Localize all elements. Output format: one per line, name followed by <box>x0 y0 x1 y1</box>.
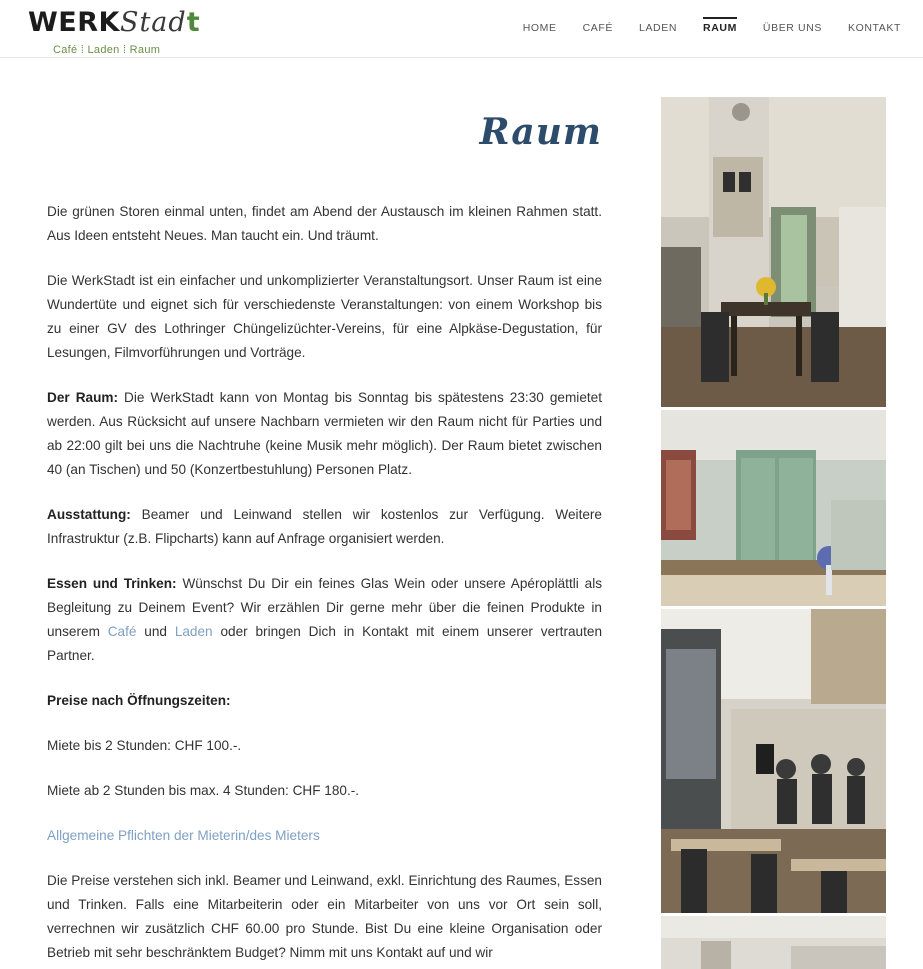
price-line-1: Miete bis 2 Stunden: CHF 100.-. <box>47 738 242 753</box>
page-title: Raum <box>479 111 602 153</box>
intro-paragraph: Die grünen Storen einmal unten, findet am Abend der Austausch im kleinen Rahmen statt. Aus Ideen entsteht Neues. Man taucht ein. Und träumt. <box>47 204 602 243</box>
prices-heading-text: Preise nach Öffnungszeiten: <box>47 693 231 708</box>
laden-link[interactable]: Laden <box>174 624 213 639</box>
venue-paragraph: Die WerkStadt ist ein einfacher und unkomplizierter Veranstaltungsort. Unser Raum ist eine Wundertüte und eignet sich für verschiedenste Veranstaltungen: von einem Workshop bis zu einer GV des Lothringer Chüngelizüchter-Vereins, für eine Alpkäse-Degustation, für Lesungen, Filmvorführungen und Vorträge. <box>47 273 602 360</box>
prices-heading <box>47 689 602 713</box>
logo-word-stadt: Stad <box>119 7 187 38</box>
nav-item-laden[interactable]: LADEN <box>639 22 678 34</box>
photo-concert-image <box>661 609 886 913</box>
photo-interior-pillar[interactable] <box>661 97 886 407</box>
equipment-label: Ausstattung: <box>47 507 131 522</box>
nav-item-cafe[interactable]: CAFÉ <box>582 22 613 34</box>
photo-green-cabinet-image <box>661 410 886 606</box>
nav-item-ueber-uns[interactable]: ÜBER UNS <box>762 22 822 34</box>
price-line-2: Miete ab 2 Stunden bis max. 4 Stunden: CHF 180.-. <box>47 783 360 798</box>
main-content <box>47 97 602 969</box>
obligations-link[interactable]: Allgemeine Pflichten der Mieterin/des Mieters <box>47 828 320 843</box>
photo-column <box>661 97 886 969</box>
room-text: Die WerkStadt kann von Montag bis Sonntag bis spätestens 23:30 gemietet werden. Aus Rücksicht auf unsere Nachbarn vermieten wir den Raum nicht für Parties und ab 22:00 gilt bei uns die Nachtruhe (keine Musik mehr möglich). Der Raum bietet zwischen 40 (an Tischen) und 50 (Konzertbestuhlung) Personen Platz. <box>47 390 602 477</box>
logo-wordmark <box>28 3 200 43</box>
food-paragraph <box>47 572 602 668</box>
photo-green-cabinet[interactable] <box>661 410 886 606</box>
site-header <box>0 0 923 58</box>
obligations-paragraph <box>47 824 602 848</box>
food-label: Essen und Trinken: <box>47 576 177 591</box>
equipment-text: Beamer und Leinwand stellen wir kostenlos zur Verfügung. Weitere Infrastruktur (z.B. Flipcharts) kann auf Anfrage organisiert werden. <box>47 507 602 546</box>
pricing-details-paragraph: Die Preise verstehen sich inkl. Beamer und Leinwand, exkl. Einrichtung des Raumes, Essen und Trinken. Falls eine Mitarbeiterin oder ein Mitarbeiter von uns vor Ort sein soll, verrechnen wir zusätzlich CHF 60.00 pro Stunde. Bist Du eine kleine Organisation oder Betrieb mit sehr beschränktem Budget? Nimm mit uns Kontakt auf und wir <box>47 873 602 960</box>
food-text-c: oder bringen Dich in Kontakt mit einem unserer vertrauten Partner. <box>47 624 603 663</box>
main-nav <box>510 19 901 37</box>
room-label: Der Raum: <box>47 390 118 405</box>
equipment-paragraph <box>47 503 602 551</box>
logo-word-werk: WERK <box>28 7 120 38</box>
photo-concert[interactable] <box>661 609 886 913</box>
photo-room-partial[interactable] <box>661 916 886 969</box>
nav-item-raum[interactable]: RAUM <box>690 19 750 37</box>
nav-item-home[interactable]: HOME <box>522 22 557 34</box>
photo-room-partial-image <box>661 916 886 969</box>
food-text-b: und <box>136 624 175 639</box>
nav-item-kontakt[interactable]: KONTAKT <box>847 22 901 34</box>
food-text-a: Wünschst Du Dir ein feines Glas Wein oder unsere Apéroplättli als Begleitung zu Deinem Event? Wir erzählen Dir gerne mehr über die feinen Produkte in unserem <box>47 576 603 639</box>
site-logo[interactable] <box>28 3 208 57</box>
logo-tagline: Café ⁞ Laden ⁞ Raum <box>53 44 161 56</box>
photo-interior-pillar-image <box>661 97 886 407</box>
room-paragraph <box>47 386 602 482</box>
logo-word-t: t <box>186 7 201 38</box>
cafe-link[interactable]: Café <box>107 624 137 639</box>
